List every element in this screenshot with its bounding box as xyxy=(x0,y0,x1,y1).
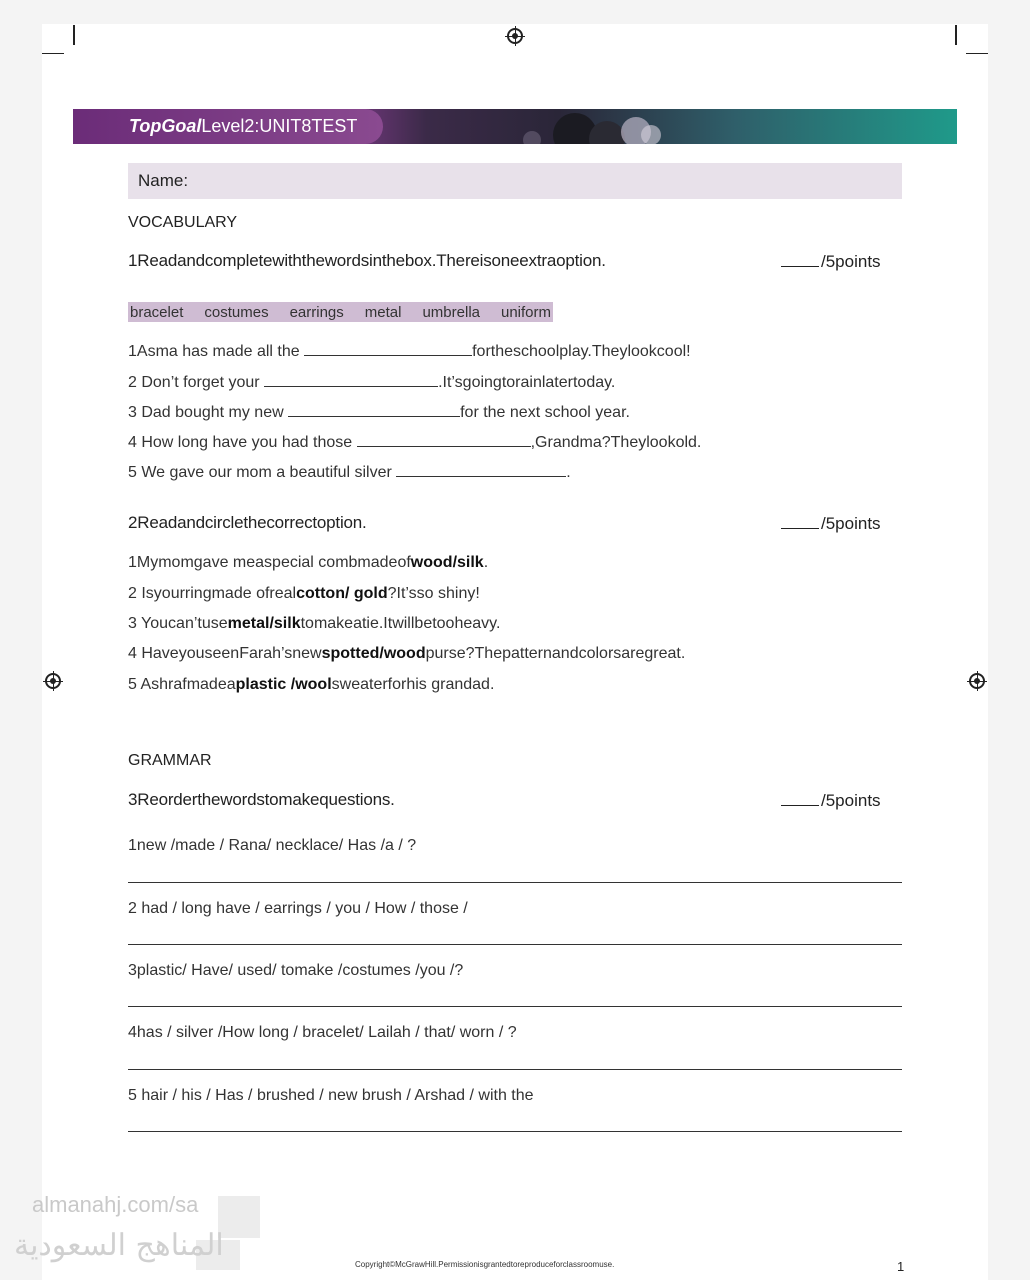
item-text: . xyxy=(566,464,571,481)
word-box-item: uniform xyxy=(501,303,552,321)
answer-line[interactable] xyxy=(128,1069,902,1070)
points-label: /5points xyxy=(821,252,881,271)
score-blank[interactable] xyxy=(781,791,819,806)
item-text: 5 We gave our mom a beautiful silver xyxy=(128,464,397,481)
item-text: 2 Don’t forget your xyxy=(128,374,265,391)
answer-line[interactable] xyxy=(128,882,902,883)
section-heading-grammar: GRAMMAR xyxy=(128,752,212,769)
watermark-block xyxy=(218,1196,260,1238)
word-box-item: umbrella xyxy=(422,303,480,321)
score-blank[interactable] xyxy=(781,514,819,529)
watermark-url: almanahj.com/sa xyxy=(32,1192,199,1217)
question-2-item xyxy=(128,585,480,603)
question-3-item: 5 hair / his / Has / brushed / new brush / Arshad / with the xyxy=(128,1087,534,1104)
item-text: .It’sgoingtorainlatertoday. xyxy=(438,374,616,391)
header-title xyxy=(73,109,383,144)
word-box-item: earrings xyxy=(289,303,344,321)
crop-mark xyxy=(955,25,957,45)
item-text: sweaterforhis grandad. xyxy=(331,676,495,693)
item-text: 1Mymomgave measpecial combmadeof xyxy=(128,554,411,571)
header-banner xyxy=(73,109,957,144)
points-label: /5points xyxy=(821,791,881,810)
item-text: 2 Isyourringmade ofreal xyxy=(128,585,297,602)
unit-label: Level2:UNIT8TEST xyxy=(201,116,358,136)
crop-mark xyxy=(42,53,64,54)
question-3-points xyxy=(781,791,881,811)
item-text: 1Asma has made all the xyxy=(128,343,305,360)
circle-options[interactable]: spotted/wood xyxy=(321,645,426,662)
item-text: 3 Dad bought my new xyxy=(128,404,289,421)
answer-blank[interactable] xyxy=(357,434,531,447)
item-text: fortheschoolplay.Theylookcool! xyxy=(472,343,691,360)
answer-blank[interactable] xyxy=(396,464,566,477)
item-text: purse?Thepatternandcolorsaregreat. xyxy=(425,645,686,662)
name-field[interactable] xyxy=(128,163,902,199)
word-box-item: costumes xyxy=(204,303,269,321)
item-text: tomakeatie.Itwillbetooheavy. xyxy=(300,615,501,632)
item-text: 4 HaveyouseenFarah’snew xyxy=(128,645,322,662)
question-1-item xyxy=(128,404,630,422)
copyright-notice: Copyright©McGrawHill.Permissionisgrantedtoreproduceforclassroomuse. xyxy=(355,1260,615,1269)
registration-mark-icon xyxy=(507,28,523,44)
question-1-item xyxy=(128,464,571,482)
page-number: 1 xyxy=(897,1259,905,1274)
question-3-item: 4has / silver /How long / bracelet/ Lailah / that/ worn / ? xyxy=(128,1024,517,1041)
registration-mark-icon xyxy=(969,673,985,689)
question-3-item: 2 had / long have / earrings / you / How / those / xyxy=(128,900,468,917)
score-blank[interactable] xyxy=(781,252,819,267)
item-text: ?It’sso shiny! xyxy=(387,585,480,602)
answer-blank[interactable] xyxy=(264,374,438,387)
brand-name: TopGoal xyxy=(129,116,202,136)
question-3-item: 3plastic/ Have/ used/ tomake /costumes /you /? xyxy=(128,962,464,979)
section-heading-vocabulary: VOCABULARY xyxy=(128,214,238,231)
question-2-item xyxy=(128,615,500,633)
question-2-item xyxy=(128,554,488,572)
circle-options[interactable]: plastic /wool xyxy=(235,676,332,693)
question-2-points xyxy=(781,514,881,534)
item-text: 4 How long have you had those xyxy=(128,434,357,451)
answer-line[interactable] xyxy=(128,944,902,945)
item-text: 3 Youcan’tuse xyxy=(128,615,228,632)
question-1-item xyxy=(128,343,691,361)
question-1-item xyxy=(128,434,701,452)
item-text: 5 Ashrafmadea xyxy=(128,676,236,693)
decor-circle xyxy=(589,121,625,144)
item-text: . xyxy=(483,554,489,571)
question-1-instruction: 1Readandcompletewiththewordsinthebox.Thereisoneextraoption. xyxy=(128,251,606,270)
circle-options[interactable]: metal/silk xyxy=(227,615,301,632)
crop-mark xyxy=(966,53,988,54)
crop-mark xyxy=(73,25,75,45)
question-3-item: 1new /made / Rana/ necklace/ Has /a / ? xyxy=(128,837,417,854)
decor-circle xyxy=(523,131,541,144)
answer-blank[interactable] xyxy=(304,343,472,356)
word-box-item: bracelet xyxy=(130,303,184,321)
item-text: ,Grandma?Theylookold. xyxy=(530,434,702,451)
registration-mark-icon xyxy=(45,673,61,689)
points-label: /5points xyxy=(821,514,881,533)
question-2-item xyxy=(128,645,685,663)
circle-options[interactable]: wood/silk xyxy=(410,554,484,571)
question-2-instruction: 2Readandcirclethecorrectoption. xyxy=(128,513,367,532)
word-box xyxy=(128,302,553,322)
answer-blank[interactable] xyxy=(288,404,460,417)
question-3-instruction: 3Reorderthewordstomakequestions. xyxy=(128,790,395,809)
question-2-item xyxy=(128,676,494,694)
circle-options[interactable]: cotton/ gold xyxy=(296,585,388,602)
question-1-points xyxy=(781,252,881,272)
decor-circle xyxy=(641,125,661,144)
question-1-item xyxy=(128,374,615,392)
word-box-item: metal xyxy=(364,303,402,321)
item-text: for the next school year. xyxy=(460,404,630,421)
answer-line[interactable] xyxy=(128,1006,902,1007)
watermark-arabic: المناهج السعودية xyxy=(14,1228,224,1263)
answer-line[interactable] xyxy=(128,1131,902,1132)
name-label: Name: xyxy=(138,171,189,190)
